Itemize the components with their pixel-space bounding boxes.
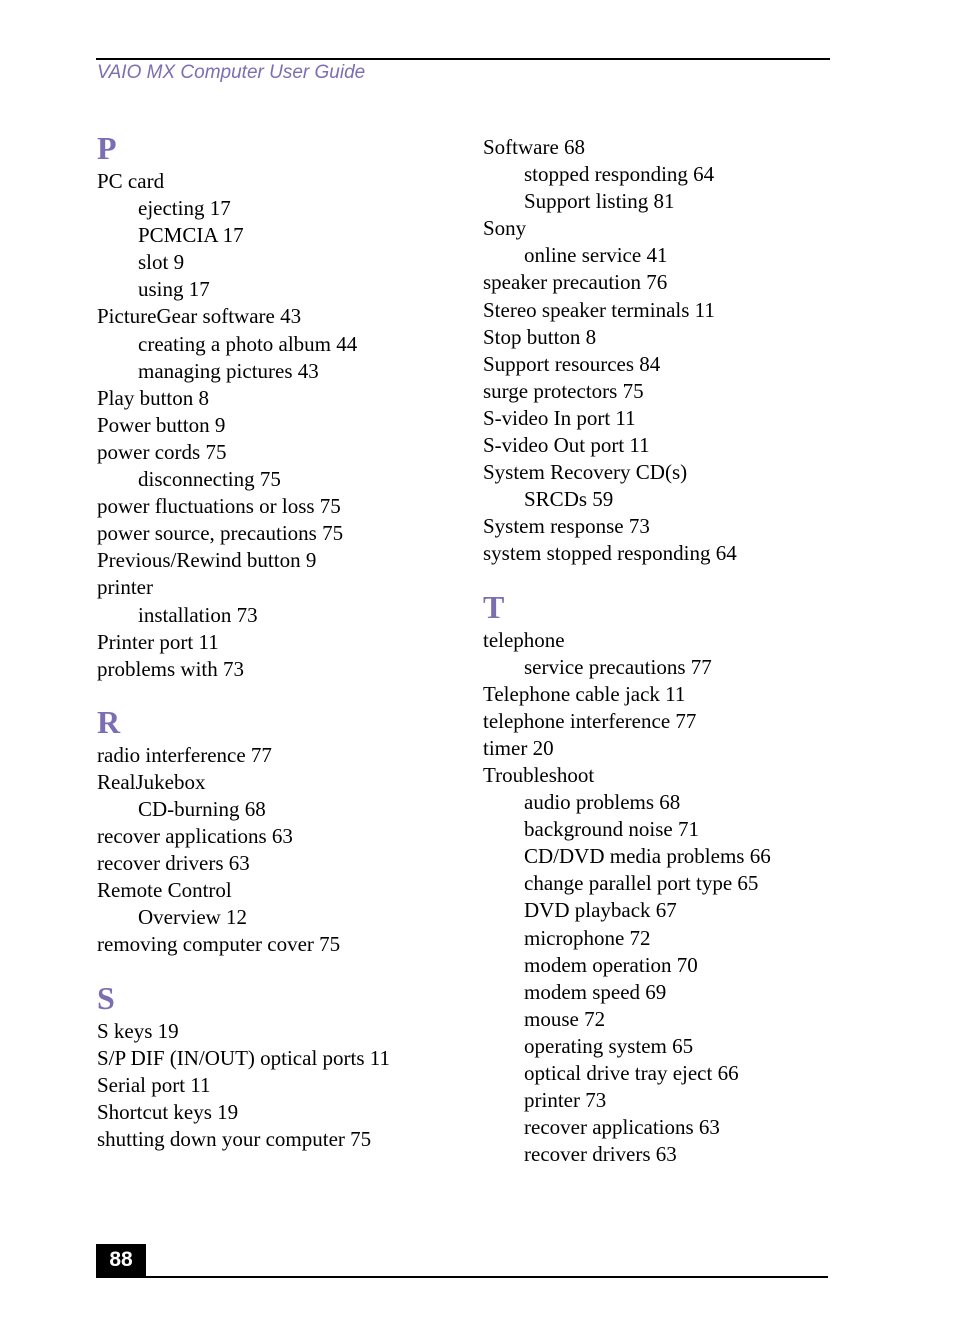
index-subentry: change parallel port type 65 — [524, 871, 759, 896]
index-letter-heading: T — [483, 588, 505, 625]
index-entry: Sony — [483, 216, 527, 241]
index-subentry: ejecting 17 — [138, 196, 231, 221]
index-subentry: operating system 65 — [524, 1033, 694, 1058]
index-entry: Printer port 11 — [97, 629, 219, 654]
index-subentry: DVD playback 67 — [524, 898, 677, 923]
index-subentry: SRCDs 59 — [524, 487, 614, 512]
index-subentry: installation 73 — [138, 602, 258, 627]
running-header-title: VAIO MX Computer User Guide — [97, 62, 366, 83]
index-subentry: modem speed 69 — [524, 979, 667, 1004]
index-entry: S/P DIF (IN/OUT) optical ports 11 — [97, 1045, 391, 1070]
index-subentry: CD-burning 68 — [138, 796, 266, 821]
section-gap — [97, 683, 390, 704]
index-entry: Telephone cable jack 11 — [483, 681, 686, 706]
index-subentry: recover drivers 63 — [524, 1142, 677, 1167]
index-entry: printer — [97, 575, 153, 600]
index-entry: Remote Control — [97, 878, 232, 903]
index-subentry: mouse 72 — [524, 1006, 606, 1031]
index-entry: System response 73 — [483, 514, 650, 539]
index-entry: Serial port 11 — [97, 1072, 211, 1097]
index-subentry: creating a photo album 44 — [138, 331, 358, 356]
index-entry: removing computer cover 75 — [97, 932, 341, 957]
index-entry: System Recovery CD(s) — [483, 460, 688, 485]
index-subentry: service precautions 77 — [524, 654, 712, 679]
index-subentry: printer 73 — [524, 1088, 607, 1113]
index-subentry: slot 9 — [138, 250, 185, 275]
index-entry: S-video In port 11 — [483, 405, 636, 430]
index-subentry: online service 41 — [524, 243, 668, 268]
index-subentry: audio problems 68 — [524, 790, 681, 815]
section-gap — [483, 568, 771, 589]
index-subentry: optical drive tray eject 66 — [524, 1061, 739, 1085]
index-entry: recover drivers 63 — [97, 851, 250, 876]
index-letter-heading: R — [97, 703, 121, 740]
index-subentry: microphone 72 — [524, 925, 651, 950]
index-entry: Shortcut keys 19 — [97, 1099, 239, 1124]
index-entry: Support resources 84 — [483, 351, 661, 376]
index-entry: Power button 9 — [97, 412, 226, 437]
index-entry: system stopped responding 64 — [483, 541, 737, 566]
index-entry: timer 20 — [483, 735, 554, 760]
index-entry: power fluctuations or loss 75 — [97, 494, 341, 519]
index-entry: problems with 73 — [97, 656, 244, 681]
index-letter-heading: S — [97, 979, 115, 1016]
index-subentry: Support listing 81 — [524, 189, 675, 214]
index-subentry: managing pictures 43 — [138, 358, 319, 383]
page-number: 88 — [96, 1244, 146, 1276]
index-subentry: stopped responding 64 — [524, 162, 715, 187]
index-subentry: recover applications 63 — [524, 1115, 720, 1140]
index-entry: power source, precautions 75 — [97, 521, 344, 546]
index-entry: power cords 75 — [97, 439, 227, 464]
index-entry: telephone — [483, 627, 565, 652]
index-entry: shutting down your computer 75 — [97, 1126, 372, 1151]
index-letter-heading: P — [97, 130, 117, 166]
index-subentry: modem operation 70 — [524, 952, 698, 977]
index-entry: Previous/Rewind button 9 — [97, 548, 317, 573]
footer-rule — [96, 1276, 828, 1278]
index-entry: recover applications 63 — [97, 824, 293, 849]
index-entry: PC card — [97, 169, 165, 193]
index-entry: PictureGear software 43 — [97, 304, 302, 329]
index-subentry: background noise 71 — [524, 817, 699, 842]
index-entry: Stereo speaker terminals 11 — [483, 297, 715, 322]
index-entry: Play button 8 — [97, 385, 210, 410]
index-subentry: Overview 12 — [138, 905, 248, 930]
section-gap — [97, 959, 390, 980]
index-entry: S-video Out port 11 — [483, 433, 650, 458]
index-entry: Software 68 — [483, 135, 586, 159]
index-entry: surge protectors 75 — [483, 378, 644, 403]
index-subentry: PCMCIA 17 — [138, 223, 244, 248]
index-entry: Troubleshoot — [483, 762, 595, 787]
index-entry: RealJukebox — [97, 769, 206, 794]
index-subentry: CD/DVD media problems 66 — [524, 844, 771, 869]
index-subentry: disconnecting 75 — [138, 467, 281, 492]
index-entry: Stop button 8 — [483, 324, 597, 349]
index-entry: S keys 19 — [97, 1018, 179, 1043]
index-subentry: using 17 — [138, 277, 210, 302]
index-entry: radio interference 77 — [97, 742, 272, 767]
index-column-right — [483, 134, 771, 1168]
index-entry: telephone interference 77 — [483, 708, 697, 733]
header-rule — [96, 58, 830, 60]
index-entry: speaker precaution 76 — [483, 270, 668, 295]
index-column-left — [97, 130, 390, 1153]
